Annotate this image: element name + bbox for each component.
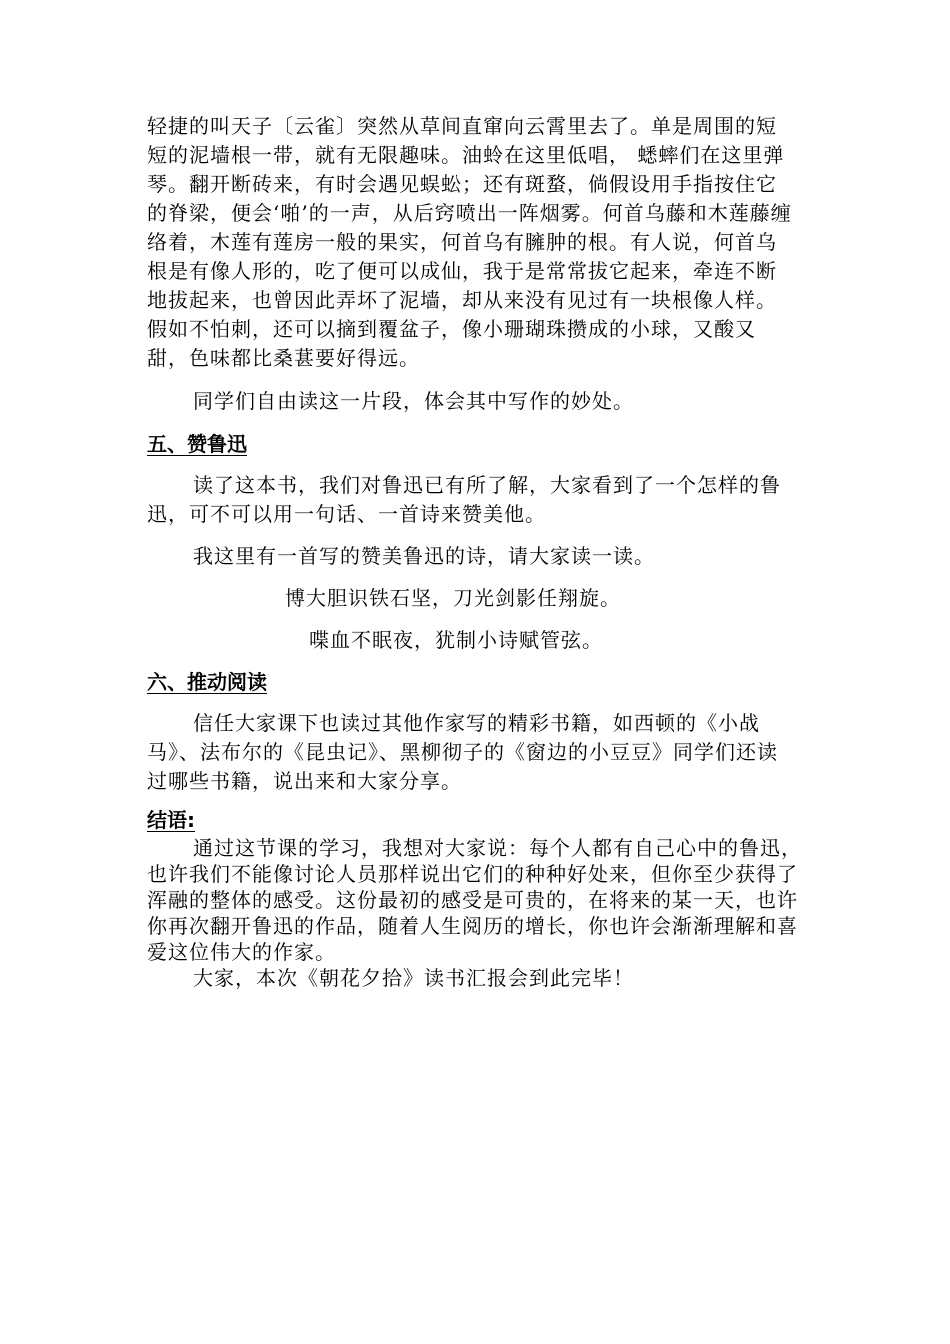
- paragraph-poem-intro: 我这里有一首写的赞美鲁迅的诗，请大家读一读。: [193, 544, 655, 568]
- paragraph-reading-prompt: 同学们自由读这一片段，体会其中写作的妙处。: [193, 389, 634, 413]
- paragraph-garden-excerpt: 轻捷的叫天子〔云雀〕突然从草间直窜向云霄里去了。单是周围的短短的泥墙根一带，就有无限趣味。油蛉在这里低唱， 蟋蟀们在这里弹琴。翻开断砖来，有时会遇见蜈蚣；还有斑蝥，倘假设用手指按住它的脊梁，便会‘啪’的一声，从后窍喷出一阵烟雾。何首乌藤和木莲藤缠络着，木莲有莲房一般的果实，何首乌有臃肿的根。有人说，何首乌根是有像人形的，吃了便可以成仙，我于是常常拔它起来，牵连不断地拔起来，也曾因此弄坏了泥墙，却从来没有见过有一块根像人样。假如不怕刺，还可以摘到覆盆子，像小珊瑚珠攒成的小球，又酸又甜，色味都比桑葚要好得远。: [147, 114, 792, 370]
- conclusion-heading: 结语:: [147, 808, 195, 832]
- poem-line-1: 博大胆识铁石坚，刀光剑影任翔旋。: [285, 586, 621, 610]
- paragraph-conclusion: 通过这节课的学习，我想对大家说：每个人都有自己心中的鲁迅，也许我们不能像讨论人员那样说出它们的种种好处来，但你至少获得了浑融的整体的感受。这份最初的感受是可贵的，在将来的某一天，也许你再次翻开鲁迅的作品，随着人生阅历的增长，你也许会渐渐理解和喜爱这位伟大的作家。: [147, 836, 802, 964]
- poem-line-2: 喋血不眠夜，犹制小诗赋管弦。: [309, 628, 603, 652]
- section-heading-praise-luxun: 五、赞鲁迅: [147, 432, 247, 456]
- paragraph-book-recommendations: 信任大家课下也读过其他作家写的精彩书籍，如西顿的《小战马》、法布尔的《昆虫记》、黑柳彻子的《窗边的小豆豆》同学们还读过哪些书籍，说出来和大家分享。: [147, 711, 778, 793]
- section-heading-promote-reading: 六、推动阅读: [147, 670, 267, 694]
- paragraph-closing: 大家，本次《朝花夕拾》读书汇报会到此完毕！: [193, 966, 634, 990]
- paragraph-praise-intro: 读了这本书，我们对鲁迅已有所了解，大家看到了一个怎样的鲁迅，可不可以用一句话、一首诗来赞美他。: [147, 473, 781, 526]
- document-page: [147, 112, 807, 991]
